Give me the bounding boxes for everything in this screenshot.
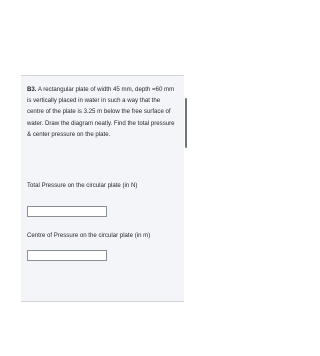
question-panel xyxy=(21,75,184,302)
question-body: A rectangular plate of width 45 mm, depth =60 mm is vertically placed in water in such a way that the centre of the plate is 3.25 m below the free surface of water. Draw the diagram neatly. Find the total pressure & center pressure on the plate. xyxy=(27,86,175,138)
question-text xyxy=(27,84,175,140)
centre-of-pressure-input[interactable] xyxy=(27,250,107,261)
total-pressure-input[interactable] xyxy=(27,206,107,217)
total-pressure-label: Total Pressure on the circular plate (in N) xyxy=(27,182,138,189)
scrollbar[interactable] xyxy=(185,98,187,148)
centre-of-pressure-label: Centre of Pressure on the circular plate (in m) xyxy=(27,232,151,239)
question-number: B3. xyxy=(27,86,37,93)
